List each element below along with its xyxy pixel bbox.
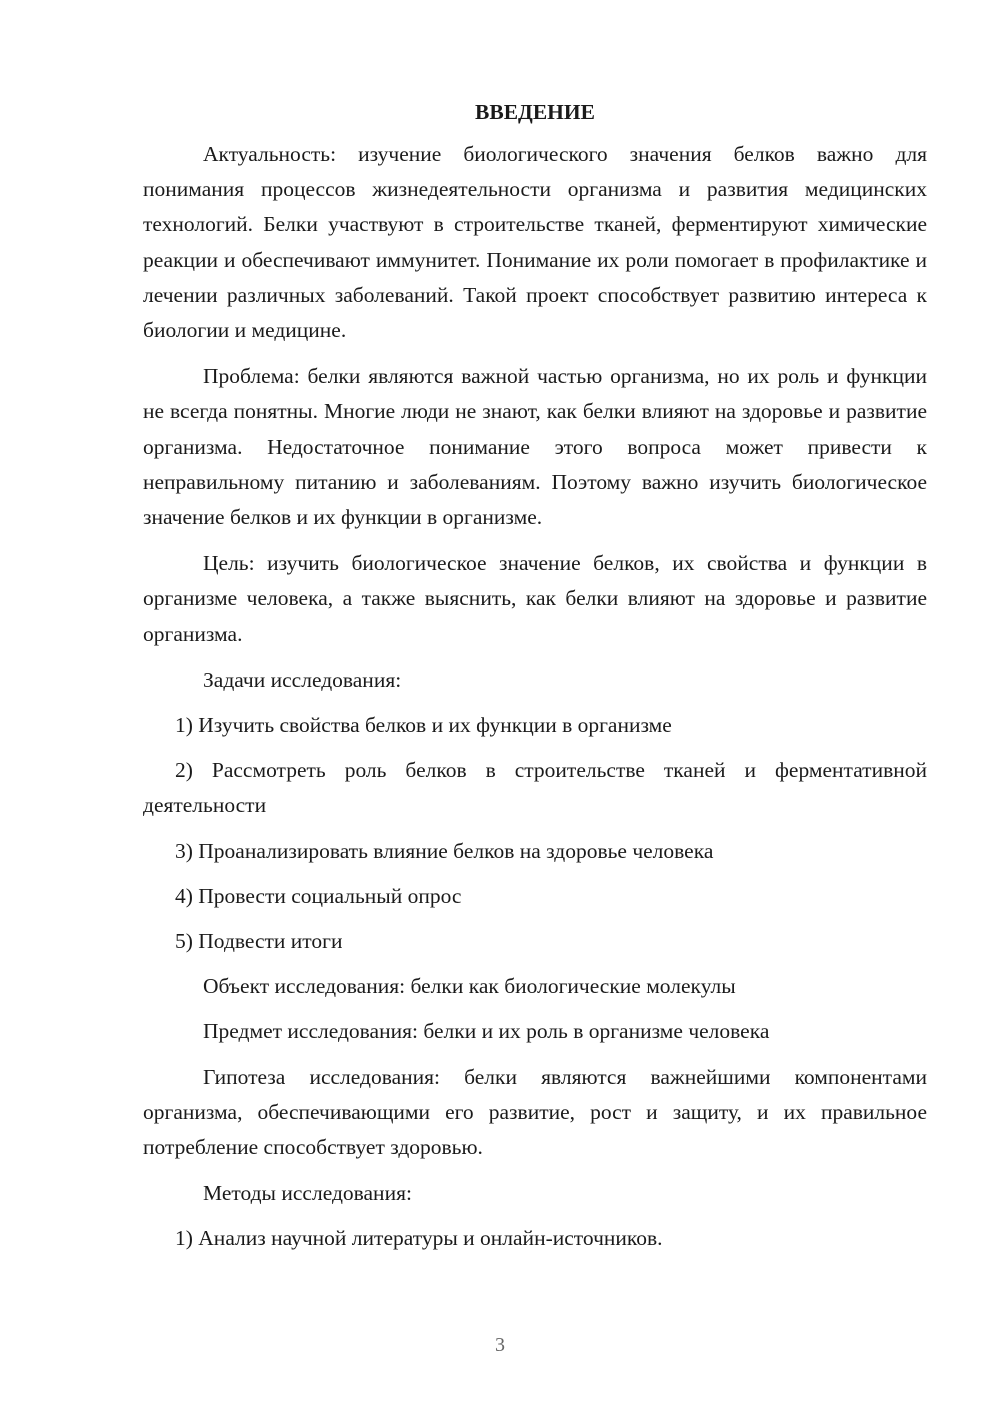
paragraph-goal: Цель: изучить биологическое значение белков, их свойства и функции в организме человека, а также выяснить, как белки влияют на здоровье и развитие организма.: [143, 551, 927, 646]
research-object: Объект исследования: белки как биологические молекулы: [203, 974, 736, 999]
task-item: 3) Проанализировать влияние белков на здоровье человека: [175, 838, 714, 863]
task-item: 1) Изучить свойства белков и их функции в организме: [175, 713, 672, 738]
paragraph-problem: Проблема: белки являются важной частью организма, но их роль и функции не всегда понятны. Многие люди не знают, как белки влияют на здоровье и развитие организма. Недостаточное понимание этого вопроса может привести к неправильному питанию и заболеваниям. Поэтому важно изучить биологическое значение белков и их функции в организме.: [143, 364, 927, 530]
tasks-heading: Задачи исследования:: [203, 667, 402, 692]
document-page: [143, 96, 927, 1267]
task-item: 4) Провести социальный опрос: [175, 883, 462, 908]
method-item: 1) Анализ научной литературы и онлайн-источников.: [175, 1226, 663, 1251]
page-number: 3: [495, 1334, 505, 1356]
task-item: 2) Рассмотреть роль белков в строительстве тканей и ферментативной деятельности: [143, 758, 927, 818]
paragraph-relevance: Актуальность: изучение биологического значения белков важно для понимания процессов жизнедеятельности организма и развития медицинских технологий. Белки участвуют в строительстве тканей, ферментируют химические реакции и обеспечивают иммунитет. Понимание их роли помогает в профилактике и лечении различных заболеваний. Такой проект способствует развитию интереса к биологии и медицине.: [143, 142, 927, 343]
research-hypothesis: Гипотеза исследования: белки являются важнейшими компонентами организма, обеспечивающими его развитие, рост и защиту, и их правильное потребление способствует здоровью.: [143, 1064, 927, 1160]
page-title: ВВЕДЕНИЕ: [475, 100, 595, 124]
task-item: 5) Подвести итоги: [175, 929, 343, 954]
methods-heading: Методы исследования:: [203, 1181, 412, 1206]
research-subject: Предмет исследования: белки и их роль в организме человека: [203, 1019, 770, 1044]
